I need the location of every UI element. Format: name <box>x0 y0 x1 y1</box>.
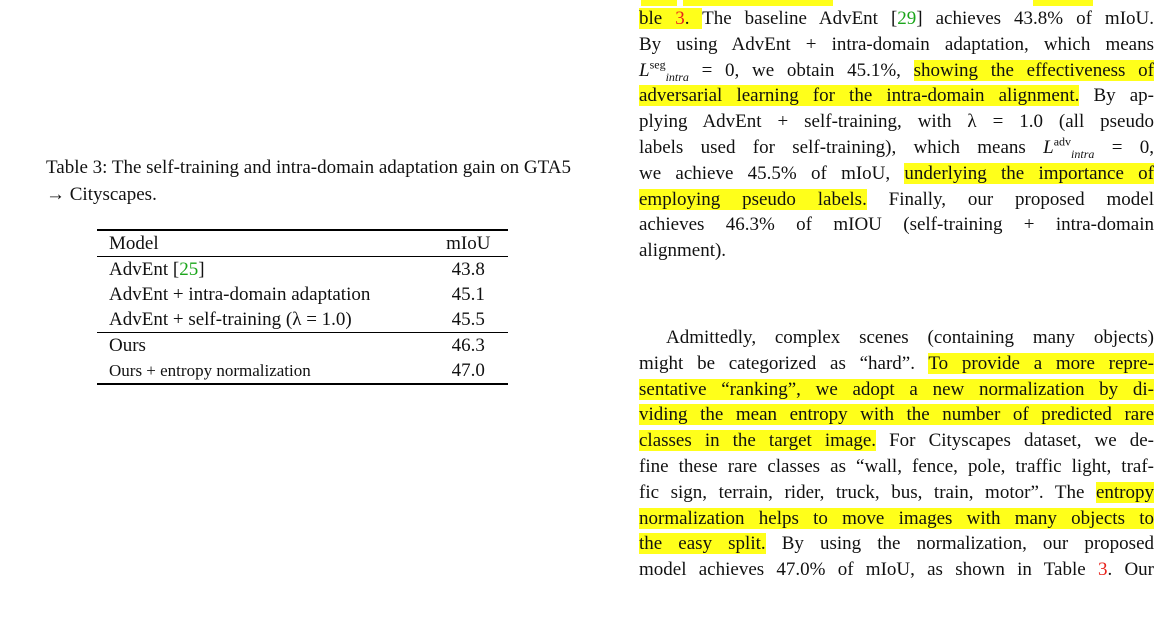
table-row <box>97 358 508 384</box>
table-header-row <box>97 230 508 257</box>
miou-cell: 43.8 <box>451 258 485 280</box>
miou-cell: 45.1 <box>451 283 485 305</box>
table-row <box>97 307 508 333</box>
citation-link[interactable]: 25 <box>179 258 199 280</box>
results-table <box>97 229 508 385</box>
highlight: employing pseudo labels. <box>639 188 867 210</box>
miou-cell: 45.5 <box>451 308 485 330</box>
highlight: viding the mean entropy with the number of predicted rare <box>639 404 1154 426</box>
highlight: sentative “ranking”, we adopt a new normalization by di- <box>639 378 1154 400</box>
citation-link[interactable]: 29 <box>897 8 917 29</box>
miou-cell: 46.3 <box>451 334 485 356</box>
table-ref-link[interactable]: 3 <box>675 8 685 29</box>
model-cell <box>97 358 429 384</box>
model-name: AdvEnt [25] <box>109 258 205 280</box>
table-row <box>97 257 508 283</box>
table-row <box>97 282 508 307</box>
highlight: To provide a more repre- <box>928 352 1154 374</box>
model-cell: AdvEnt + self-training (λ = 1.0) <box>109 308 352 330</box>
table-row <box>97 333 508 359</box>
header-miou: mIoU <box>446 232 491 254</box>
highlight: the easy split. <box>639 533 766 555</box>
highlight: showing the effectiveness of <box>913 59 1154 81</box>
model-cell: AdvEnt + intra-domain adaptation <box>109 283 371 305</box>
paragraph-2: Admittedly, complex scenes (containing many objects) might be categorized as “hard”. To provide a more repre- sentative “ranking”, we adopt a new normalization by di- viding the mean entropy with the number of predicted rare classes in the target image. For Cityscapes dataset, we de- fine these rare classes as “wall, fence, pole, traffic light, traf- fic sign, terrain, rider, truck, bus, train, motor”. The entropy normalization helps to move images with many objects to the easy split. By using the normalization, our proposed model achieves 47.0% of mIoU, as shown in Table 3. Our <box>639 327 1155 581</box>
highlight: underlying the importance of <box>904 162 1154 184</box>
model-name: Ours + entropy normalization <box>109 360 311 380</box>
paragraph-1: ble 3. The baseline AdvEnt [29] achieves 43.8% of mIoU. By using AdvEnt + intra-domain adaptation, which means $L^{seg}_{intra} = 0$, we obtain 45.1%, showing the effectiveness of adversarial learning for the intra-domain alignment. By ap- plying AdvEnt + self-training, with λ = 1.0 (all pseudo labels used for self-training), which means $L^{adv}_{intra} = 0$, we achieve 45.5% of mIoU, underlying the importance of employing pseudo labels. Finally, our proposed model achieves 46.3% of mIOU (self-training + intra-domain alignment). <box>639 8 1155 262</box>
table-caption: Table 3: The self-training and intra-domain adaptation gain on GTA5 → Cityscapes. <box>46 157 571 205</box>
model-cell <box>97 257 429 283</box>
highlight: classes in the target image. <box>639 430 877 452</box>
highlight: normalization helps to move images with many objects to <box>639 507 1154 529</box>
model-cell: Ours <box>109 334 146 356</box>
header-model: Model <box>109 232 159 254</box>
highlight: entropy <box>1095 481 1154 503</box>
miou-cell-best: 47.0 <box>451 359 485 381</box>
highlight: adversarial learning for the intra-domain alignment. <box>639 85 1080 107</box>
table-ref-link[interactable]: 3 <box>1097 559 1108 581</box>
